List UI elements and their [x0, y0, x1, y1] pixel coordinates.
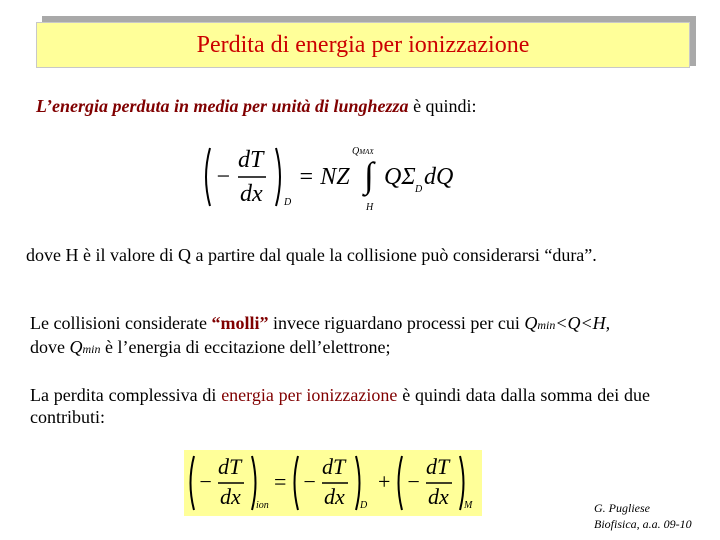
formula2-minus-3: −: [406, 469, 421, 494]
page-title: Perdita di energia per ionizzazione: [196, 31, 530, 58]
formula2-dx-1: dx: [220, 484, 241, 509]
formula2-sub-ion: ion: [256, 500, 269, 511]
formula2-dT-2: dT: [322, 454, 346, 479]
formula1-integral: ∫: [364, 155, 374, 195]
formula1-sub-D: D: [284, 197, 292, 208]
formula1-dT: dT: [238, 147, 264, 173]
author-signature: [594, 500, 692, 532]
title-box: [36, 22, 690, 68]
formula2-sub-D: D: [360, 500, 368, 511]
formula-total-loss: [184, 450, 482, 516]
intro-text: [36, 96, 477, 117]
signature-course: Biofisica, a.a. 09-10: [594, 517, 692, 531]
formula1-equals-NZ: = NZ: [298, 164, 350, 190]
formula2-minus-1: −: [198, 469, 213, 494]
intro-emphasis: L’energia perduta in media per unità di lunghezza: [36, 96, 409, 116]
formula2-equals: =: [274, 469, 287, 494]
formula2-dT-1: dT: [218, 454, 242, 479]
formula1-lower-limit: H: [366, 202, 374, 213]
formula1-minus: −: [215, 164, 232, 190]
formula1-dx: dx: [240, 181, 263, 207]
intro-rest: è quindi:: [408, 96, 477, 116]
highlight-molli: “molli”: [211, 313, 269, 333]
signature-author: G. Pugliese: [594, 501, 650, 515]
formula1-upper-limit: QMAX: [352, 146, 374, 157]
formula2-plus: +: [378, 469, 391, 494]
paragraph-hard-collision: dove H è il valore di Q a partire dal quale la collisione può considerarsi “dura”.: [26, 245, 597, 265]
formula2-sub-M: M: [464, 500, 473, 511]
formula2-dx-3: dx: [428, 484, 449, 509]
paragraph-total-loss: La perdita complessiva di energia per ionizzazione è quindi data dalla somma dei due contributi:: [30, 385, 650, 427]
formula1-integrand-sub: D: [415, 184, 423, 195]
paragraph-soft-collision: Le collisioni considerate “molli” invece riguardano processi per cui Qmin<Q<H, dove Qmin è l’energia di eccitazione dell’elettrone;: [30, 313, 611, 357]
formula-energy-loss: [200, 140, 470, 215]
formula2-dT-3: dT: [426, 454, 450, 479]
formula1-integrand: QΣ: [384, 164, 416, 190]
highlight-energia-ionizzazione: energia per ionizzazione: [221, 385, 398, 405]
formula2-minus-2: −: [302, 469, 317, 494]
formula1-dQ: dQ: [424, 164, 454, 190]
formula2-dx-2: dx: [324, 484, 345, 509]
